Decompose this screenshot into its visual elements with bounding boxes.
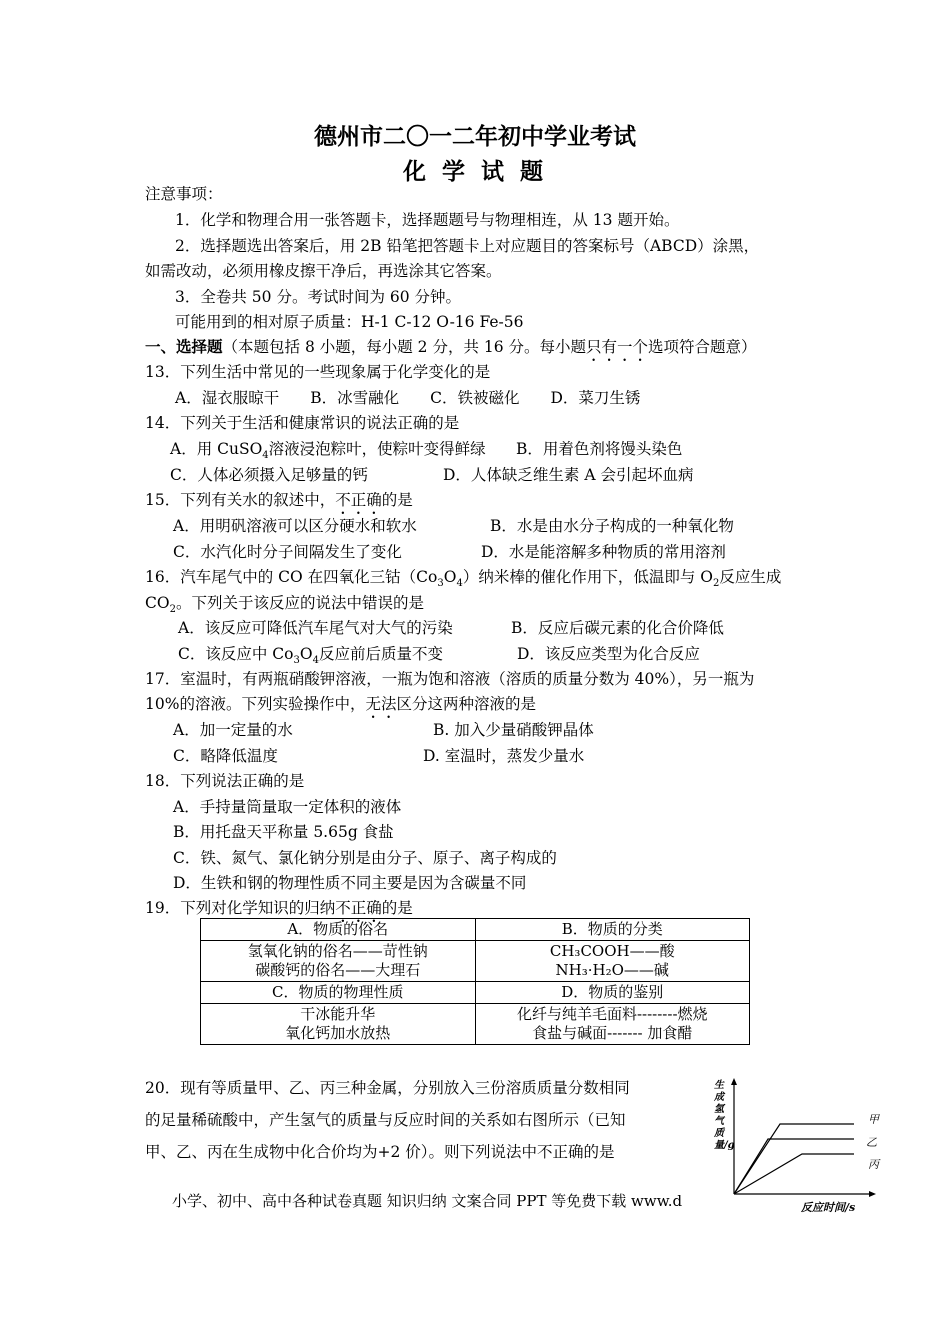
q19-cell-b-line1: CH₃COOH——酸 (549, 942, 675, 960)
q15-stem-pre: 15．下列有关水的叙述中， (145, 491, 336, 509)
atomic-masses: 可能用到的相对原子质量：H-1 C-12 O-16 Fe-56 (175, 313, 524, 331)
q16-l1-mid2: ）纳米棒的催化作用下，低温即与 O (462, 568, 713, 586)
section-1-desc-post: 选项符合题意） (648, 338, 757, 356)
q19-table (200, 918, 750, 1045)
q19-stem-pre: 19．下列对化学知识的归纳 (145, 899, 336, 917)
note-2a: 2．选择题选出答案后，用 2B 铅笔把答题卡上对应题目的答案标号（ABCD）涂黑， (175, 237, 760, 255)
q17-l2-pre: 10%的溶液。下列实验操作中， (145, 695, 366, 713)
notes-heading: 注意事项： (145, 185, 223, 203)
q19-cell-a (201, 941, 476, 982)
q14-stem: 14．下列关于生活和健康常识的说法正确的是 (145, 414, 460, 432)
q17-line-2 (145, 694, 536, 722)
q19-cell-c (201, 1004, 476, 1045)
q16-l1-sub2: 4 (456, 578, 463, 590)
x-axis-arrow (869, 1191, 876, 1197)
q19-stem-post: 的是 (381, 899, 413, 917)
series-line-bing (734, 1154, 854, 1194)
q16-l1-sub3: 2 (712, 578, 720, 590)
q15-option-a: A．用明矾溶液可以区分硬水和软水 (173, 517, 417, 535)
q16-l1-sub1: 3 (437, 578, 444, 590)
q14-option-c: C．人体必须摄入足够量的钙 (170, 466, 368, 484)
q19-cell-b (475, 941, 750, 982)
q16-line-1 (145, 567, 781, 594)
section-1-desc-emphasis: 只有一个 (586, 338, 649, 356)
q19-cell-a-line1: 氢氧化钠的俗名——苛性钠 (247, 942, 428, 960)
q16-option-b: B．反应后碳元素的化合价降低 (511, 619, 724, 637)
q20-graph (712, 1072, 882, 1212)
y-axis-arrow (731, 1078, 737, 1085)
q19-header-b: B．物质的分类 (475, 919, 750, 941)
q16-l2-sub: 2 (169, 604, 176, 616)
q18-option-a: A．手持量筒量取一定体积的液体 (173, 798, 402, 816)
q15-option-b: B．水是由水分子构成的一种氧化物 (490, 517, 734, 535)
q19-cell-c-line2: 氧化钙加水放热 (285, 1024, 391, 1042)
exam-title: 德州市二〇一二年初中学业考试 (314, 124, 636, 150)
q19-cell-d (475, 1004, 750, 1045)
q18-option-d: D．生铁和钢的物理性质不同主要是因为含碳量不同 (173, 874, 527, 892)
section-1-desc-pre: （本题包括 8 小题，每小题 2 分，共 16 分。每小题 (222, 338, 587, 356)
q15-stem-post: 的是 (381, 491, 413, 509)
q19-stem-emphasis: 不正确 (335, 899, 382, 917)
q17-option-a: A．加一定量的水 (173, 721, 293, 739)
q18-stem: 18．下列说法正确的是 (145, 772, 305, 790)
q16-c-mid: O (299, 645, 313, 663)
q19-cell-a-line2: 碳酸钙的俗名——大理石 (255, 961, 421, 979)
q16-l1-pre: 16．汽车尾气中的 CO 在四氧化三钴（Co (145, 568, 438, 586)
q16-l1-post: 反应生成 (719, 568, 782, 586)
q16-line-2 (145, 593, 424, 620)
q19-cell-d-line1: 化纤与纯羊毛面料--------燃烧 (516, 1005, 708, 1023)
q16-l1-mid: O (443, 568, 457, 586)
q14-a-pre: A．用 CuSO (170, 440, 263, 458)
q16-l2-pre: CO (145, 594, 170, 612)
q13-options: A．湿衣服晾干 B．冰雪融化 C．铁被磁化 D．菜刀生锈 (175, 389, 641, 407)
q13-stem: 13．下列生活中常见的一些现象属于化学变化的是 (145, 363, 491, 381)
section-1-label: 一、选择题 (145, 338, 223, 356)
q16-option-d: D．该反应类型为化合反应 (517, 645, 700, 663)
q17-option-d: D. 室温时，蒸发少量水 (423, 747, 585, 765)
q19-cell-d-line2: 食盐与碱面------- 加食醋 (532, 1024, 693, 1042)
q18-option-c: C．铁、氮气、氯化钠分别是由分子、原子、离子构成的 (173, 849, 557, 867)
q16-option-a: A．该反应可降低汽车尾气对大气的污染 (178, 619, 453, 637)
q14-a-sub: 4 (262, 450, 269, 462)
q17-l2-emphasis: 无法 (365, 695, 397, 713)
q17-option-b: B. 加入少量硝酸钾晶体 (433, 721, 594, 739)
q14-option-a (170, 439, 486, 466)
q16-option-c (178, 644, 443, 671)
q19-cell-c-line1: 干冰能升华 (300, 1005, 376, 1023)
note-2b: 如需改动，必须用橡皮擦干净后，再选涂其它答案。 (145, 262, 502, 280)
graph-legend-bing: 丙 (868, 1158, 879, 1171)
exam-subtitle: 化 学 试 题 (402, 159, 548, 185)
q16-c-sub1: 3 (293, 655, 300, 667)
q20-graph-svg (712, 1072, 882, 1212)
graph-ylabel: 生成氢气质量/g (714, 1080, 735, 1151)
q15-stem (145, 490, 413, 518)
q19-cell-b-line2: NH₃·H₂O——碱 (555, 961, 669, 979)
q20-line-3: 甲、乙、丙在生成物中化合价均为+2 价）。则下列说法中不正确的是 (145, 1143, 615, 1161)
q17-line-1: 17．室温时，有两瓶硝酸钾溶液，一瓶为饱和溶液（溶质的质量分数为 40%），另一瓶为 (145, 670, 755, 688)
q20-line-2: 的足量稀硫酸中，产生氢气的质量与反应时间的关系如右图所示（已知 (145, 1111, 626, 1129)
note-1: 1．化学和物理合用一张答题卡，选择题题号与物理相连，从 13 题开始。 (175, 211, 680, 229)
q16-c-sub2: 4 (312, 655, 319, 667)
q16-c-post: 反应前后质量不变 (318, 645, 443, 663)
q20-line-1: 20．现有等质量甲、乙、丙三种金属，分别放入三份溶质质量分数相同 (145, 1079, 630, 1097)
q14-option-d: D．人体缺乏维生素 A 会引起坏血病 (443, 466, 694, 484)
q19-header-d: D．物质的鉴别 (475, 982, 750, 1004)
q17-l2-post: 区分这两种溶液的是 (396, 695, 536, 713)
graph-legend-yi: 乙 (866, 1136, 877, 1149)
q16-l2-post: 。下列关于该反应的说法中错误的是 (175, 594, 424, 612)
section-1-heading (145, 337, 757, 365)
graph-legend-jia: 甲 (868, 1113, 879, 1126)
q19-header-a: A．物质的俗名 (201, 919, 476, 941)
q15-stem-emphasis: 不正确 (335, 491, 382, 509)
q15-option-d: D．水是能溶解多种物质的常用溶剂 (481, 543, 726, 561)
page-footer: 小学、初中、高中各种试卷真题 知识归纳 文案合同 PPT 等免费下载 www.d (172, 1192, 683, 1210)
q14-option-b: B．用着色剂将馒头染色 (516, 440, 683, 458)
note-3: 3．全卷共 50 分。考试时间为 60 分钟。 (175, 288, 462, 306)
q16-c-pre: C．该反应中 Co (178, 645, 294, 663)
q18-option-b: B．用托盘天平称量 5.65g 食盐 (173, 823, 394, 841)
q14-a-post: 溶液浸泡粽叶，使粽叶变得鲜绿 (268, 440, 486, 458)
q19-header-c: C．物质的物理性质 (201, 982, 476, 1004)
q17-option-c: C．略降低温度 (173, 747, 278, 765)
q15-option-c: C．水汽化时分子间隔发生了变化 (173, 543, 402, 561)
graph-xlabel: 反应时间/s (801, 1201, 856, 1214)
